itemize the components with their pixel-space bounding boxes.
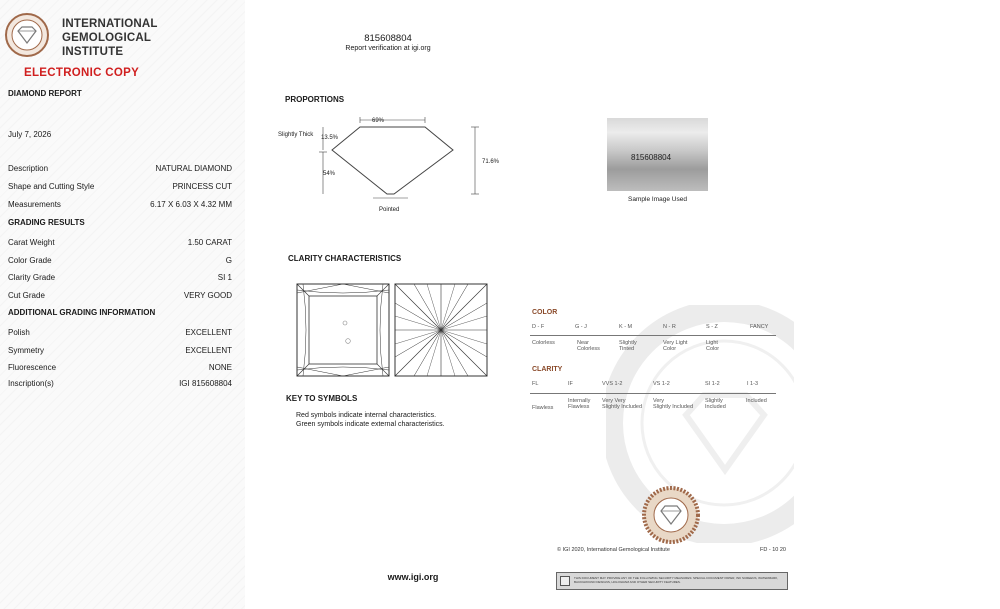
color-desc-line: Very Light (663, 340, 688, 346)
logo-text (62, 17, 158, 59)
grading-value: VERY GOOD (183, 291, 232, 300)
color-grade-gj: G - J (575, 324, 587, 330)
additional-label: Fluorescence (8, 363, 57, 372)
color-grade-fancy: FANCY (750, 324, 769, 330)
color-desc-line: Color (706, 346, 720, 352)
detail-row-description (8, 164, 232, 173)
color-desc-line: Light (706, 340, 718, 346)
grading-label: Carat Weight (8, 238, 55, 247)
girdle-label: Slightly Thick (278, 132, 314, 138)
additional-label: Symmetry (8, 346, 44, 355)
report-title: DIAMOND REPORT (8, 89, 82, 98)
security-notice-text: THIS DOCUMENT MAY PROVIDE ANY OF THE FOLLOWING SECURITY MEASURES: SPECIAL DOCUMENT PAPER, INK SCREENS, WATERMARK, BACKGROUND DESIGNS, HOLOGRAM AND OTHER SECURITY FEATURES. (574, 576, 779, 584)
grading-value: SI 1 (217, 273, 232, 282)
additional-value: NONE (208, 363, 232, 372)
detail-row-shape (8, 182, 232, 191)
detail-row-measurements (8, 200, 232, 209)
document-icon (560, 576, 570, 586)
clarity-desc-included (746, 398, 767, 404)
key-to-symbols-text (296, 411, 445, 429)
grading-label: Cut Grade (8, 291, 45, 300)
proportions-heading: PROPORTIONS (285, 95, 345, 104)
color-scale-heading: COLOR (532, 309, 558, 316)
color-grade-sz: S - Z (706, 324, 718, 330)
grading-row-carat (8, 238, 232, 247)
clarity-desc-line: Very Very (602, 398, 626, 404)
additional-row-fluorescence (8, 363, 232, 372)
clarity-grade-fl: FL (532, 381, 539, 387)
color-desc-line: Colorless (532, 340, 555, 346)
grading-row-cut (8, 291, 232, 300)
color-desc-line: Tinted (619, 346, 635, 352)
key-to-symbols-heading: KEY TO SYMBOLS (286, 394, 358, 403)
clarity-plot-pavilion (394, 283, 489, 378)
additional-label: Polish (8, 328, 30, 337)
proportions-diagram (275, 112, 495, 220)
footer-url-link[interactable]: www.igi.org (387, 572, 439, 582)
color-desc-very-light (663, 340, 687, 352)
key-external-text: Green symbols indicate external characteristics. (296, 421, 445, 428)
grading-value: G (225, 256, 232, 265)
crown-percentage: 13.5% (321, 135, 339, 141)
additional-value: IGI 815608804 (179, 379, 232, 388)
grading-row-clarity (8, 273, 232, 282)
clarity-grade-vs: VS 1-2 (653, 381, 670, 387)
table-percentage: 69% (372, 118, 385, 124)
clarity-grade-i: I 1-3 (747, 381, 759, 387)
clarity-desc-vvs (602, 398, 642, 410)
color-desc-near-colorless (577, 340, 600, 352)
additional-label: Inscription(s) (8, 379, 54, 388)
detail-label: Measurements (8, 200, 61, 209)
color-desc-light (706, 340, 719, 352)
clarity-desc-line: Slightly Included (653, 404, 694, 410)
pavilion-percentage: 54% (323, 171, 336, 177)
color-scale-line (530, 335, 776, 336)
clarity-grade-vvs: VVS 1-2 (602, 381, 623, 387)
logo-line-1: INTERNATIONAL (62, 18, 158, 30)
detail-value: 6.17 X 6.03 X 4.32 MM (150, 200, 232, 209)
detail-value: NATURAL DIAMOND (155, 164, 232, 173)
detail-label: Shape and Cutting Style (8, 182, 95, 191)
igi-gold-seal (642, 486, 700, 544)
clarity-desc-vs (653, 398, 693, 410)
security-notice-box (556, 572, 788, 590)
color-desc-colorless (532, 340, 555, 346)
copyright-text: © IGI 2020, International Gemological Institute (557, 547, 670, 553)
key-internal-text: Red symbols indicate internal characteristics. (296, 412, 437, 419)
clarity-desc-line: Internally (568, 398, 591, 404)
additional-row-inscription (8, 379, 232, 388)
electronic-copy-label: ELECTRONIC COPY (24, 67, 140, 79)
clarity-desc-line: Flawless (568, 404, 590, 410)
color-desc-line: Slightly (619, 340, 637, 346)
color-desc-line: Color (663, 346, 677, 352)
depth-percentage: 71.6% (482, 159, 500, 165)
sample-inscription-number: 815608804 (631, 153, 672, 162)
clarity-desc-line: Very (653, 398, 665, 404)
color-desc-line: Colorless (577, 346, 600, 352)
color-grade-km: K - M (619, 324, 633, 330)
clarity-scale-heading: CLARITY (532, 366, 563, 373)
grading-row-color (8, 256, 232, 265)
clarity-characteristics-heading: CLARITY CHARACTERISTICS (288, 254, 402, 263)
report-date: July 7, 2026 (8, 130, 52, 139)
additional-value: EXCELLENT (185, 328, 232, 337)
color-grade-nr: N - R (663, 324, 676, 330)
clarity-desc-line: Included (705, 404, 726, 410)
detail-label: Description (8, 164, 49, 173)
additional-value: EXCELLENT (185, 346, 232, 355)
clarity-desc-internally-flawless (568, 398, 590, 410)
clarity-desc-si (705, 398, 726, 410)
color-desc-line: Near (577, 340, 589, 346)
clarity-grade-if: IF (568, 381, 573, 387)
logo-line-3: INSTITUTE (62, 46, 124, 58)
grading-results-heading: GRADING RESULTS (8, 218, 85, 227)
clarity-desc-line: Included (746, 398, 767, 404)
color-desc-slightly-tinted (619, 340, 637, 352)
grading-label: Clarity Grade (8, 273, 56, 282)
clarity-grade-si: SI 1-2 (705, 381, 720, 387)
clarity-desc-line: Slightly (705, 398, 723, 404)
color-grade-df: D - F (532, 324, 545, 330)
form-code: FD - 10 20 (760, 547, 786, 553)
culet-label: Pointed (379, 207, 400, 213)
report-number: 815608804 (364, 33, 412, 44)
grading-label: Color Grade (8, 256, 52, 265)
grading-value: 1.50 CARAT (187, 238, 232, 247)
igi-logo-seal (4, 12, 50, 58)
additional-row-polish (8, 328, 232, 337)
clarity-scale-line (530, 393, 776, 394)
detail-value: PRINCESS CUT (172, 182, 232, 191)
sample-image-caption: Sample Image Used (628, 196, 687, 203)
clarity-desc-line: Flawless (532, 405, 554, 411)
clarity-desc-flawless (532, 405, 553, 411)
logo-line-2: GEMOLOGICAL (62, 32, 152, 44)
verification-link[interactable]: Report verification at igi.org (345, 45, 431, 52)
clarity-plot-crown (296, 283, 391, 378)
clarity-desc-line: Slightly Included (602, 404, 643, 410)
additional-info-heading: ADDITIONAL GRADING INFORMATION (8, 308, 156, 317)
additional-row-symmetry (8, 346, 232, 355)
